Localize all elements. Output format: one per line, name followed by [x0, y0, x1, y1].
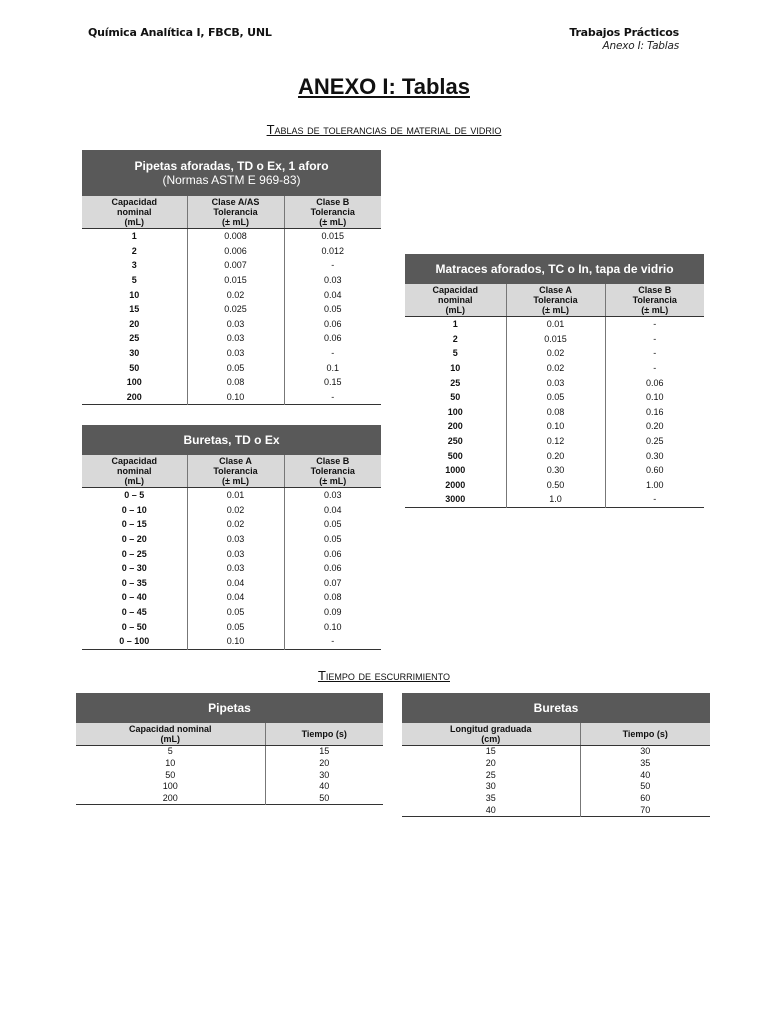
table-row — [76, 746, 383, 758]
table-cell: 0.10 — [187, 634, 284, 649]
column-header-line: Capacidad — [111, 197, 157, 207]
buretas-title: Buretas, TD o Ex — [183, 433, 280, 447]
table-cell: 0.08 — [187, 375, 284, 390]
column-header-line: (cm) — [481, 734, 501, 744]
table-row — [405, 492, 704, 507]
pipetas-aforadas-subtitle: (Normas ASTM E 969-83) — [162, 173, 301, 187]
table-title — [76, 693, 383, 723]
column-header-line: (± mL) — [222, 217, 249, 227]
column-header — [187, 455, 284, 488]
column-header — [265, 723, 383, 746]
column-header-line: Tolerancia — [213, 466, 258, 476]
table-cell: 0.03 — [506, 375, 605, 390]
column-header-line: (mL) — [445, 305, 465, 315]
table-cell: 0.01 — [506, 317, 605, 332]
table-cell: 0.25 — [605, 434, 704, 449]
table-cell: 0.08 — [284, 590, 381, 605]
table-cell: 70 — [580, 804, 710, 816]
column-header-line: nominal — [116, 466, 152, 476]
table-cell: 0.30 — [506, 463, 605, 478]
table-cell: 250 — [447, 436, 463, 447]
table-cell: 0.04 — [284, 503, 381, 518]
table-cell: 20 — [129, 318, 140, 329]
column-header-line: Tiempo (s) — [301, 729, 347, 739]
table-cell: 0.05 — [187, 360, 284, 375]
table-row — [82, 229, 381, 244]
table-cell: 0.03 — [187, 331, 284, 346]
column-header-line: Clase B — [316, 456, 350, 466]
table-cell: 1000 — [445, 465, 466, 476]
table-cell: 1.0 — [506, 492, 605, 507]
table-cell: 100 — [126, 377, 142, 388]
table-cell: 0 – 10 — [121, 504, 147, 515]
column-header-line: Clase A — [219, 456, 252, 466]
table-cell: 0 – 100 — [119, 636, 150, 647]
header-right — [569, 26, 679, 52]
column-header — [187, 196, 284, 229]
table-cell: 0.025 — [187, 302, 284, 317]
table-cell: 0 – 25 — [121, 548, 147, 559]
table-cell: - — [284, 634, 381, 649]
table-row — [82, 375, 381, 390]
table-cell: 60 — [580, 793, 710, 805]
page-title: ANEXO I: Tablas — [298, 74, 470, 99]
table-cell: 0.012 — [284, 244, 381, 259]
table-cell: 40 — [580, 769, 710, 781]
table-row — [82, 244, 381, 259]
table-cell: 50 — [450, 392, 461, 403]
table-row — [82, 590, 381, 605]
table-row — [82, 488, 381, 503]
table-cell: 10 — [129, 289, 140, 300]
column-header-line: (± mL) — [222, 476, 249, 486]
table-cell: - — [605, 346, 704, 361]
table-row — [402, 769, 710, 781]
table-cell: 25 — [129, 333, 140, 344]
table-cell: 0.06 — [284, 331, 381, 346]
column-header-line: (mL) — [124, 217, 144, 227]
table-cell: 0.02 — [506, 346, 605, 361]
pipetas-aforadas-title: Pipetas aforadas, TD o Ex, 1 aforo — [134, 159, 329, 173]
table-cell: 50 — [580, 781, 710, 793]
table-row — [82, 273, 381, 288]
table-cell: 35 — [580, 758, 710, 770]
table-cell: 500 — [447, 450, 463, 461]
table-cell: 0.02 — [506, 361, 605, 376]
table-cell: 0.20 — [605, 419, 704, 434]
column-header-line: Tolerancia — [533, 295, 578, 305]
table-cell: 0 – 5 — [124, 490, 145, 501]
table-cell: 0.03 — [187, 532, 284, 547]
table-cell: 2 — [131, 245, 137, 256]
table-cell: - — [605, 332, 704, 347]
table-row — [82, 619, 381, 634]
table-cell: 0.04 — [187, 576, 284, 591]
matraces-aforados-table — [405, 254, 704, 508]
table-cell: 200 — [126, 391, 142, 402]
table-row — [405, 478, 704, 493]
table-cell: 0.006 — [187, 244, 284, 259]
table-cell: 0.1 — [284, 360, 381, 375]
table-cell: 10 — [165, 758, 176, 769]
table-cell: 0 – 15 — [121, 519, 147, 530]
column-header — [284, 455, 381, 488]
section-title-escurrimiento: Tiempo de escurrimiento — [317, 668, 450, 683]
column-header-line: Clase B — [638, 285, 672, 295]
table-cell: 3 — [131, 260, 137, 271]
tiempo-pipetas-table — [76, 693, 383, 805]
table-cell: 0.01 — [187, 488, 284, 503]
table-cell: 25 — [485, 769, 496, 780]
table-row — [82, 561, 381, 576]
table-cell: 25 — [450, 377, 461, 388]
table-row — [82, 576, 381, 591]
pipetas-aforadas-table — [82, 150, 381, 405]
table-cell: 0.02 — [187, 517, 284, 532]
table-cell: 0 – 20 — [121, 534, 147, 545]
header-section: Trabajos Prácticos — [569, 26, 679, 39]
buretas-table — [82, 425, 381, 650]
table-row — [405, 405, 704, 420]
table-cell: 100 — [162, 781, 178, 792]
column-header-line: (± mL) — [319, 476, 347, 486]
table-cell: 20 — [265, 758, 383, 770]
table-cell: 5 — [167, 746, 173, 757]
table-cell: 0.02 — [187, 503, 284, 518]
column-header-line: Tolerancia — [310, 207, 355, 217]
table-row — [76, 781, 383, 793]
table-cell: 0.16 — [605, 405, 704, 420]
table-cell: 0.03 — [187, 561, 284, 576]
table-cell: 2000 — [445, 479, 466, 490]
table-cell: 200 — [162, 793, 178, 804]
column-header-line: Longitud graduada — [450, 724, 532, 734]
table-cell: 15 — [485, 746, 496, 757]
table-cell: 30 — [265, 769, 383, 781]
table-cell: 50 — [129, 362, 140, 373]
table-row — [82, 287, 381, 302]
column-header-line: Tiempo (s) — [622, 729, 668, 739]
table-cell: 40 — [265, 781, 383, 793]
column-header-row — [76, 723, 383, 746]
table-cell: 0.007 — [187, 258, 284, 273]
table-title — [405, 254, 704, 284]
table-cell: 0.05 — [187, 619, 284, 634]
table-cell: 30 — [129, 348, 140, 359]
table-row — [82, 258, 381, 273]
column-header-line: Clase B — [316, 197, 350, 207]
table-row — [402, 746, 710, 758]
table-cell: 0.10 — [284, 619, 381, 634]
column-header — [82, 455, 187, 488]
table-cell: 0.06 — [284, 317, 381, 332]
table-title — [82, 150, 381, 196]
column-header — [580, 723, 710, 746]
column-header — [506, 284, 605, 317]
table-cell: 20 — [485, 758, 496, 769]
table-cell: 0.50 — [506, 478, 605, 493]
column-header-line: Tolerancia — [213, 207, 258, 217]
table-cell: - — [605, 492, 704, 507]
table-cell: 0.008 — [187, 229, 284, 244]
header-course: Química Analítica I, FBCB, UNL — [88, 26, 272, 39]
column-header-line: (± mL) — [542, 305, 569, 315]
table-row — [82, 346, 381, 361]
column-header-line: Capacidad — [432, 285, 478, 295]
table-cell: 3000 — [445, 494, 466, 505]
column-header-line: nominal — [116, 207, 152, 217]
table-cell: 0.15 — [284, 375, 381, 390]
table-cell: 1.00 — [605, 478, 704, 493]
table-row — [82, 331, 381, 346]
column-header-line: Capacidad nominal — [128, 724, 212, 734]
table-cell: 0 – 35 — [121, 577, 147, 588]
table-row — [405, 390, 704, 405]
table-row — [76, 793, 383, 805]
table-cell: 0.02 — [187, 287, 284, 302]
table-row — [405, 375, 704, 390]
table-cell: 30 — [485, 781, 496, 792]
header-subsection: Anexo I: Tablas — [602, 40, 679, 52]
section-title-tolerancias: Tablas de tolerancias de material de vidrio — [266, 122, 502, 137]
table-cell: 0.05 — [506, 390, 605, 405]
table-cell: 40 — [485, 804, 496, 815]
table-row — [405, 332, 704, 347]
table-cell: - — [284, 258, 381, 273]
matraces-title: Matraces aforados, TC o In, tapa de vidrio — [435, 262, 674, 276]
column-header-row — [82, 196, 381, 229]
table-row — [76, 758, 383, 770]
table-cell: 0.10 — [605, 390, 704, 405]
table-cell: - — [605, 317, 704, 332]
table-cell: 15 — [265, 746, 383, 758]
tiempo-pipetas-title: Pipetas — [208, 701, 251, 715]
column-header-line: (± mL) — [319, 217, 347, 227]
table-cell: 0.03 — [187, 546, 284, 561]
table-title — [82, 425, 381, 455]
table-cell: 0.60 — [605, 463, 704, 478]
table-cell: 1 — [452, 319, 458, 330]
table-row — [402, 758, 710, 770]
column-header-line: Clase A — [539, 285, 572, 295]
table-cell: 30 — [580, 746, 710, 758]
column-header-row — [405, 284, 704, 317]
column-header-row — [82, 455, 381, 488]
table-cell: 0.05 — [284, 302, 381, 317]
column-header — [82, 196, 187, 229]
table-row — [405, 448, 704, 463]
table-cell: 0 – 45 — [121, 607, 147, 618]
table-row — [76, 769, 383, 781]
table-cell: 0.07 — [284, 576, 381, 591]
table-row — [82, 517, 381, 532]
table-cell: 0.10 — [506, 419, 605, 434]
table-row — [402, 804, 710, 816]
table-cell: 50 — [165, 769, 176, 780]
table-title — [402, 693, 710, 723]
table-row — [405, 419, 704, 434]
column-header-line: Clase A/AS — [211, 197, 260, 207]
table-row — [82, 390, 381, 405]
column-header-line: (mL) — [124, 476, 144, 486]
table-cell: 0.04 — [187, 590, 284, 605]
table-row — [405, 463, 704, 478]
table-cell: 0.05 — [284, 517, 381, 532]
table-cell: 0.015 — [187, 273, 284, 288]
tiempo-buretas-title: Buretas — [533, 701, 579, 715]
table-cell: - — [284, 390, 381, 405]
table-row — [82, 532, 381, 547]
table-cell: 15 — [129, 304, 140, 315]
column-header-line: (mL) — [160, 734, 180, 744]
column-header-line: (± mL) — [641, 305, 669, 315]
table-cell: 10 — [450, 363, 461, 374]
table-cell: 0.10 — [187, 390, 284, 405]
column-header-line: Tolerancia — [310, 466, 355, 476]
tiempo-buretas-table — [402, 693, 710, 817]
table-cell: 0.08 — [506, 405, 605, 420]
table-cell: - — [284, 346, 381, 361]
table-cell: 5 — [131, 275, 137, 286]
column-header — [76, 723, 265, 746]
table-row — [82, 302, 381, 317]
table-row — [82, 634, 381, 649]
table-cell: 0.04 — [284, 287, 381, 302]
table-row — [82, 317, 381, 332]
table-cell: 0 – 40 — [121, 592, 147, 603]
table-cell: - — [605, 361, 704, 376]
table-cell: 0.03 — [284, 273, 381, 288]
table-cell: 0.05 — [187, 605, 284, 620]
table-cell: 0.30 — [605, 448, 704, 463]
table-cell: 50 — [265, 793, 383, 805]
table-cell: 0.05 — [284, 532, 381, 547]
table-cell: 0.09 — [284, 605, 381, 620]
table-cell: 0 – 30 — [121, 563, 147, 574]
table-row — [82, 503, 381, 518]
table-cell: 0.06 — [605, 375, 704, 390]
column-header-line: Capacidad — [111, 456, 157, 466]
table-cell: 0.03 — [187, 346, 284, 361]
table-row — [402, 793, 710, 805]
table-cell: 35 — [485, 793, 496, 804]
table-cell: 100 — [447, 406, 463, 417]
table-row — [405, 346, 704, 361]
table-cell: 0.12 — [506, 434, 605, 449]
table-row — [402, 781, 710, 793]
table-cell: 0.20 — [506, 448, 605, 463]
column-header — [405, 284, 506, 317]
table-cell: 5 — [452, 348, 458, 359]
table-cell: 200 — [447, 421, 463, 432]
column-header-line: nominal — [437, 295, 473, 305]
table-cell: 0.03 — [284, 488, 381, 503]
column-header — [284, 196, 381, 229]
table-row — [82, 546, 381, 561]
table-row — [405, 434, 704, 449]
column-header — [605, 284, 704, 317]
column-header — [402, 723, 580, 746]
table-row — [405, 361, 704, 376]
table-cell: 0.015 — [284, 229, 381, 244]
table-cell: 0.06 — [284, 546, 381, 561]
table-row — [82, 605, 381, 620]
table-cell: 0.03 — [187, 317, 284, 332]
column-header-line: Tolerancia — [632, 295, 677, 305]
table-cell: 0.06 — [284, 561, 381, 576]
table-cell: 2 — [452, 333, 458, 344]
table-cell: 0 – 50 — [121, 621, 147, 632]
column-header-row — [402, 723, 710, 746]
table-cell: 1 — [131, 231, 137, 242]
table-row — [82, 360, 381, 375]
table-cell: 0.015 — [506, 332, 605, 347]
table-row — [405, 317, 704, 332]
